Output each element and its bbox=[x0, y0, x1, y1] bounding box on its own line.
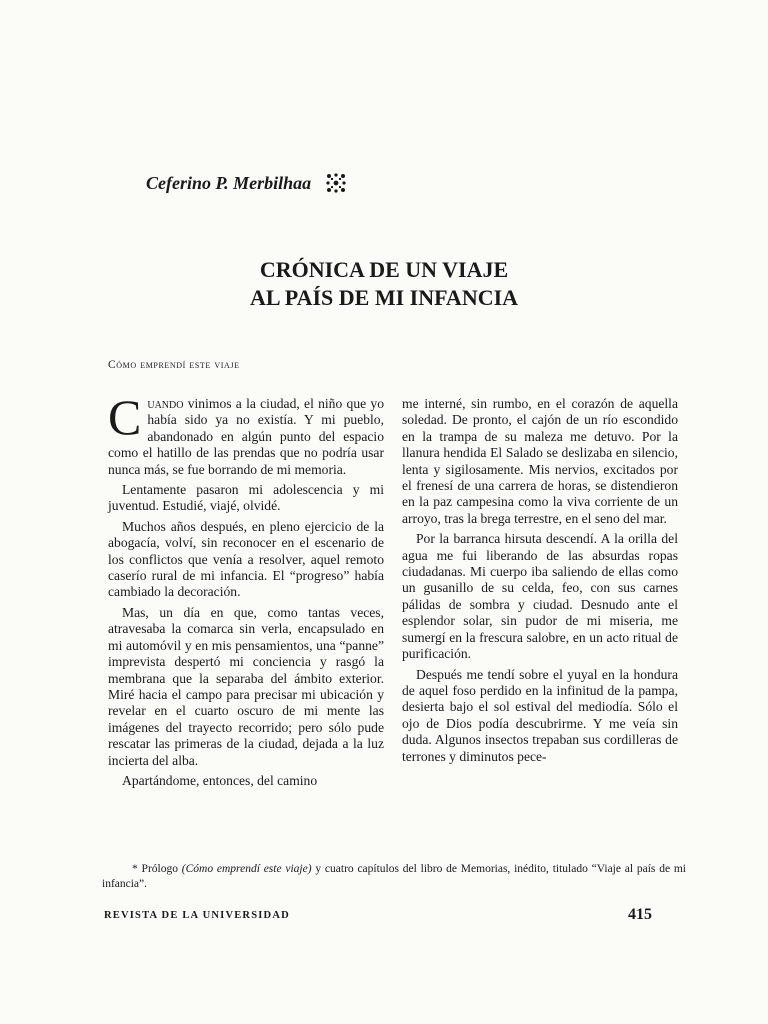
title-line-2: AL PAÍS DE MI INFANCIA bbox=[249, 285, 519, 310]
author-line bbox=[146, 172, 347, 194]
article-title bbox=[0, 256, 768, 312]
section-heading: Cómo emprendí este viaje bbox=[108, 359, 240, 371]
author-name: Ceferino P. Merbilhaa bbox=[146, 172, 312, 193]
title-line-1: CRÓNICA DE UN VIAJE bbox=[259, 257, 509, 282]
paragraph: me interné, sin rumbo, en el corazón de aquella soledad. De pronto, el cajón de un río escondido en la trampa de su maleza me detuvo. Por la llanura hendida El Salado se deslizaba en silencio, lenta y sigilosamente. Mis nervios, excitados por el frenesí de una carrera de horas, se distendieron en la paz campesina como la viva corriente de un arroyo, tras la brega terrestre, en el seno del mar. bbox=[402, 396, 678, 526]
right-column bbox=[402, 396, 678, 769]
drop-cap: C bbox=[108, 389, 142, 445]
journal-name: REVISTA DE LA UNIVERSIDAD bbox=[104, 910, 290, 921]
paragraph bbox=[108, 389, 384, 478]
floral-ornament-icon bbox=[325, 172, 347, 194]
paragraph: Mas, un día en que, como tantas veces, atravesaba la comarca sin verla, encapsulado en mi automóvil y en mis pensamientos, una “panne” imprevista despertó mi conciencia y rasgó la membrana que la separaba del ámbito exterior. Miré hacia el campo para precisar mi ubicación y revelar en el cuarto oscuro de mi mente las imágenes del trayecto recorrido; pero sólo pude rescatar las primeras de la ciudad, dejada a la luz incierta del alba. bbox=[108, 604, 384, 768]
left-column bbox=[108, 389, 384, 793]
footnote-mark: * bbox=[132, 863, 138, 875]
first-word: uando bbox=[147, 396, 184, 411]
paragraph: Apartándome, entonces, del camino bbox=[122, 772, 318, 788]
paragraph: Después me tendí sobre el yuyal en la hondura de aquel foso perdido en la infinitud de la pampa, desierta bajo el sol estival del mediodía. Sólo el ojo de Dios podía descubrirme. Y me veía sin duda. Algunos insectos trepaban sus cordilleras de terrones y diminutos pece- bbox=[402, 666, 678, 764]
paragraph: Lentamente pasaron mi adolescencia y mi juventud. Estudié, viajé, olvidé. bbox=[108, 482, 384, 514]
footnote bbox=[102, 862, 686, 892]
paragraph: Por la barranca hirsuta descendí. A la orilla del agua me fui liberando de las absurdas ropas ciudadanas. Mi cuerpo iba saliendo de ellas como un gusanillo de su celda, feo, con sus carnes pálidas de sombra y ciudad. Desnudo ante el esplendor solar, sin pudor de mi miseria, me sumergí en la frescura salobre, en un acto ritual de purificación. bbox=[402, 531, 678, 662]
footnote-rest: y cuatro capítulos del libro de Memorias, inédito, titulado “Viaje al país de mi infancia”. bbox=[102, 863, 687, 890]
footnote-lead: Prólogo bbox=[137, 863, 182, 875]
paragraph-text: vinimos a la ciudad, el niño que yo había sido ya no existía. Y mi pueblo, abandonado en algún punto del espacio como el hatillo de las prendas que no podría usar nunca más, se fue borrando de mi memoria. bbox=[108, 396, 384, 477]
page-number: 415 bbox=[628, 906, 652, 923]
footnote-italic: (Cómo emprendí este viaje) bbox=[181, 863, 312, 875]
paragraph: Muchos años después, en pleno ejercicio de la abogacía, volví, sin reconocer en el escenario de los conflictos que venía a resolver, aquel remoto caserío rural de mi infancia. El “progreso” había cambiado la decoración. bbox=[108, 518, 384, 600]
